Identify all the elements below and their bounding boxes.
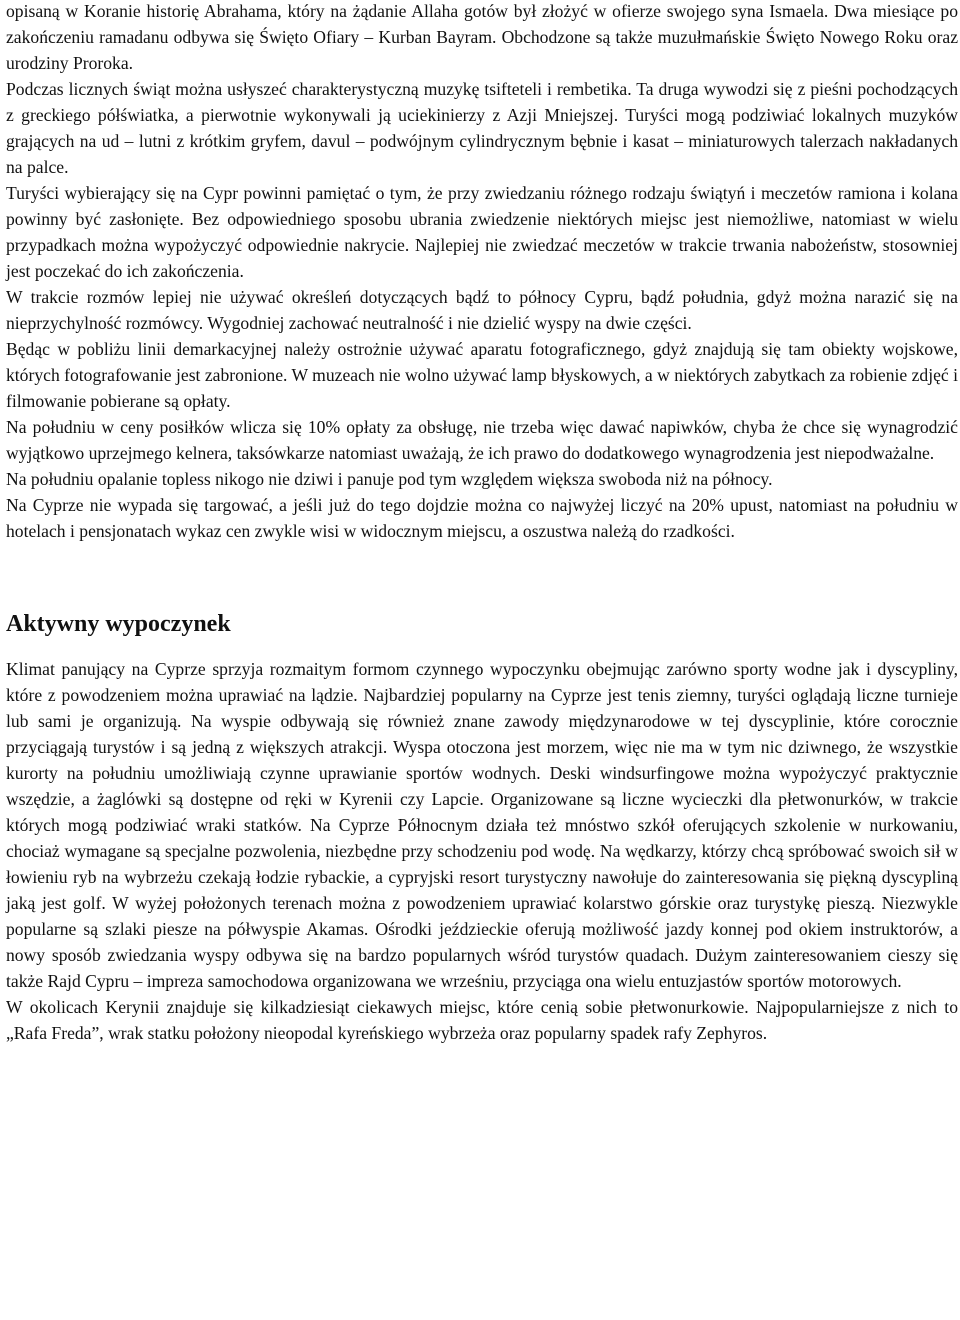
paragraph-quran-festivals: opisaną w Koranie historię Abrahama, który na żądanie Allaha gotów był złożyć w ofierze swojego syna Ismaela. Dwa miesiące po zakończeniu ramadanu odbywa się Święto Ofiary – Kurban Bayram. Obchodzone są także muzułmańskie Święto Nowego Roku oraz urodziny Proroka. bbox=[6, 1, 958, 73]
paragraph-photography: Będąc w pobliżu linii demarkacyjnej należy ostrożnie używać aparatu fotograficznego, gdyż znajdują się tam obiekty wojskowe, których fotografowanie jest zabronione. W muzeach nie wolno używać lamp błyskowych, a w niektórych zabytkach za robienie zdjęć i filmowanie pobierane są opłaty. bbox=[6, 339, 958, 411]
paragraph-music: Podczas licznych świąt można usłyszeć charakterystyczną muzykę tsifteteli i rembetika. Ta druga wywodzi się z pieśni pochodzących z greckiego półświatka, a pierwotnie wykonywali ją uciekinierzy z Azji Mniejszej. Turyści mogą podziwiać lokalnych muzyków grających na ud – lutni z krótkim gryfem, davul – podwójnym cylindrycznym bębnie i kasat – miniaturowych talerzach nakładanych na palce. bbox=[6, 79, 958, 177]
intro-section bbox=[6, 0, 958, 544]
paragraph-sunbathing: Na południu opalanie topless nikogo nie dziwi i panuje pod tym względem większa swoboda niż na północy. bbox=[6, 469, 773, 489]
document-page bbox=[6, 0, 958, 1046]
paragraph-diving-sites: W okolicach Kerynii znajduje się kilkadziesiąt ciekawych miejsc, które cenią sobie płetwonurkowie. Najpopularniejsze z nich to „Rafa Freda”, wrak statku położony nieopodal kyreńskiego wybrzeża oraz popularny spadek rafy Zephyros. bbox=[6, 997, 958, 1043]
paragraph-tipping: Na południu w ceny posiłków wlicza się 10% opłaty za obsługę, nie trzeba więc dawać napiwków, chyba że chce się wynagrodzić wyjątkowo uprzejmego kelnera, taksówkarze natomiast uważają, że ich prawo do dodatkowego wynagrodzenia jest niepodważalne. bbox=[6, 417, 958, 463]
paragraph-bargaining: Na Cyprze nie wypada się targować, a jeśli już do tego dojdzie można co najwyżej liczyć na 20% upust, natomiast na południu w hotelach i pensjonatach wykaz cen zwykle wisi w widocznym miejscu, a oszustwa należą do rzadkości. bbox=[6, 495, 958, 541]
paragraph-dress-code: Turyści wybierający się na Cypr powinni pamiętać o tym, że przy zwiedzaniu różnego rodzaju świątyń i meczetów ramiona i kolana powinny być zasłonięte. Bez odpowiedniego sposobu ubrania zwiedzenie niektórych miejsc jest niemożliwe, natomiast w wielu przypadkach można wypożyczyć odpowiednie nakrycie. Najlepiej nie zwiedzać meczetów w trakcie trwania nabożeństw, stosowniej jest poczekać do ich zakończenia. bbox=[6, 183, 958, 281]
active-leisure-section bbox=[6, 606, 958, 1046]
section-heading: Aktywny wypoczynek bbox=[6, 611, 231, 637]
paragraph-conversation: W trakcie rozmów lepiej nie używać określeń dotyczących bądź to północy Cypru, bądź południa, gdyż można narazić się na nieprzychylność rozmówcy. Wygodniej zachować neutralność i nie dzielić wyspy na dwie części. bbox=[6, 287, 958, 333]
paragraph-sports: Klimat panujący na Cyprze sprzyja rozmaitym formom czynnego wypoczynku obejmując zarówno sporty wodne jak i dyscypliny, które z powodzeniem można uprawiać na lądzie. Najbardziej popularny na Cyprze jest tenis ziemny, turyści oglądają liczne turnieje lub sami je organizują. Na wyspie odbywają się również znane zawody międzynarodowe w tej dyscyplinie, które corocznie przyciągają turystów i są jedną z większych atrakcji. Wyspa otoczona jest morzem, więc nie ma w tym nic dziwnego, że wszystkie kurorty na południu umożliwiają czynne uprawianie sportów wodnych. Deski windsurfingowe można wypożyczyć praktycznie wszędzie, a żaglówki są dostępne od ręki w Kyrenii czy Lapcie. Organizowane są liczne wycieczki dla płetwonurków, w trakcie których mogą podziwiać wraki statków. Na Cyprze Północnym działa też mnóstwo szkół oferujących szkolenie w nurkowaniu, chociaż wymagane są specjalne pozwolenia, niezbędne przy schodzeniu pod wodę. Na wędkarzy, którzy chcą spróbować swoich sił w łowieniu ryb na wybrzeżu czekają łodzie rybackie, a cypryjski resort turystyczny nawołuje do zainteresowania się piękną dyscypliną jaką jest golf. W wyżej położonych terenach można z powodzeniem uprawiać kolarstwo górskie oraz turystykę pieszą. Niezwykle popularne są szlaki piesze na półwyspie Akamas. Ośrodki jeździeckie oferują możliwość jazdy konnej pod okiem instruktorów, a nowy sposób zwiedzania wyspy odbywa się na bardzo popularnych wśród turystów quadach. Dużym zainteresowaniem cieszy się także Rajd Cypru – impreza samochodowa organizowana we wrześniu, przyciąga ona wielu entuzjastów sportów motorowych. bbox=[6, 659, 958, 991]
